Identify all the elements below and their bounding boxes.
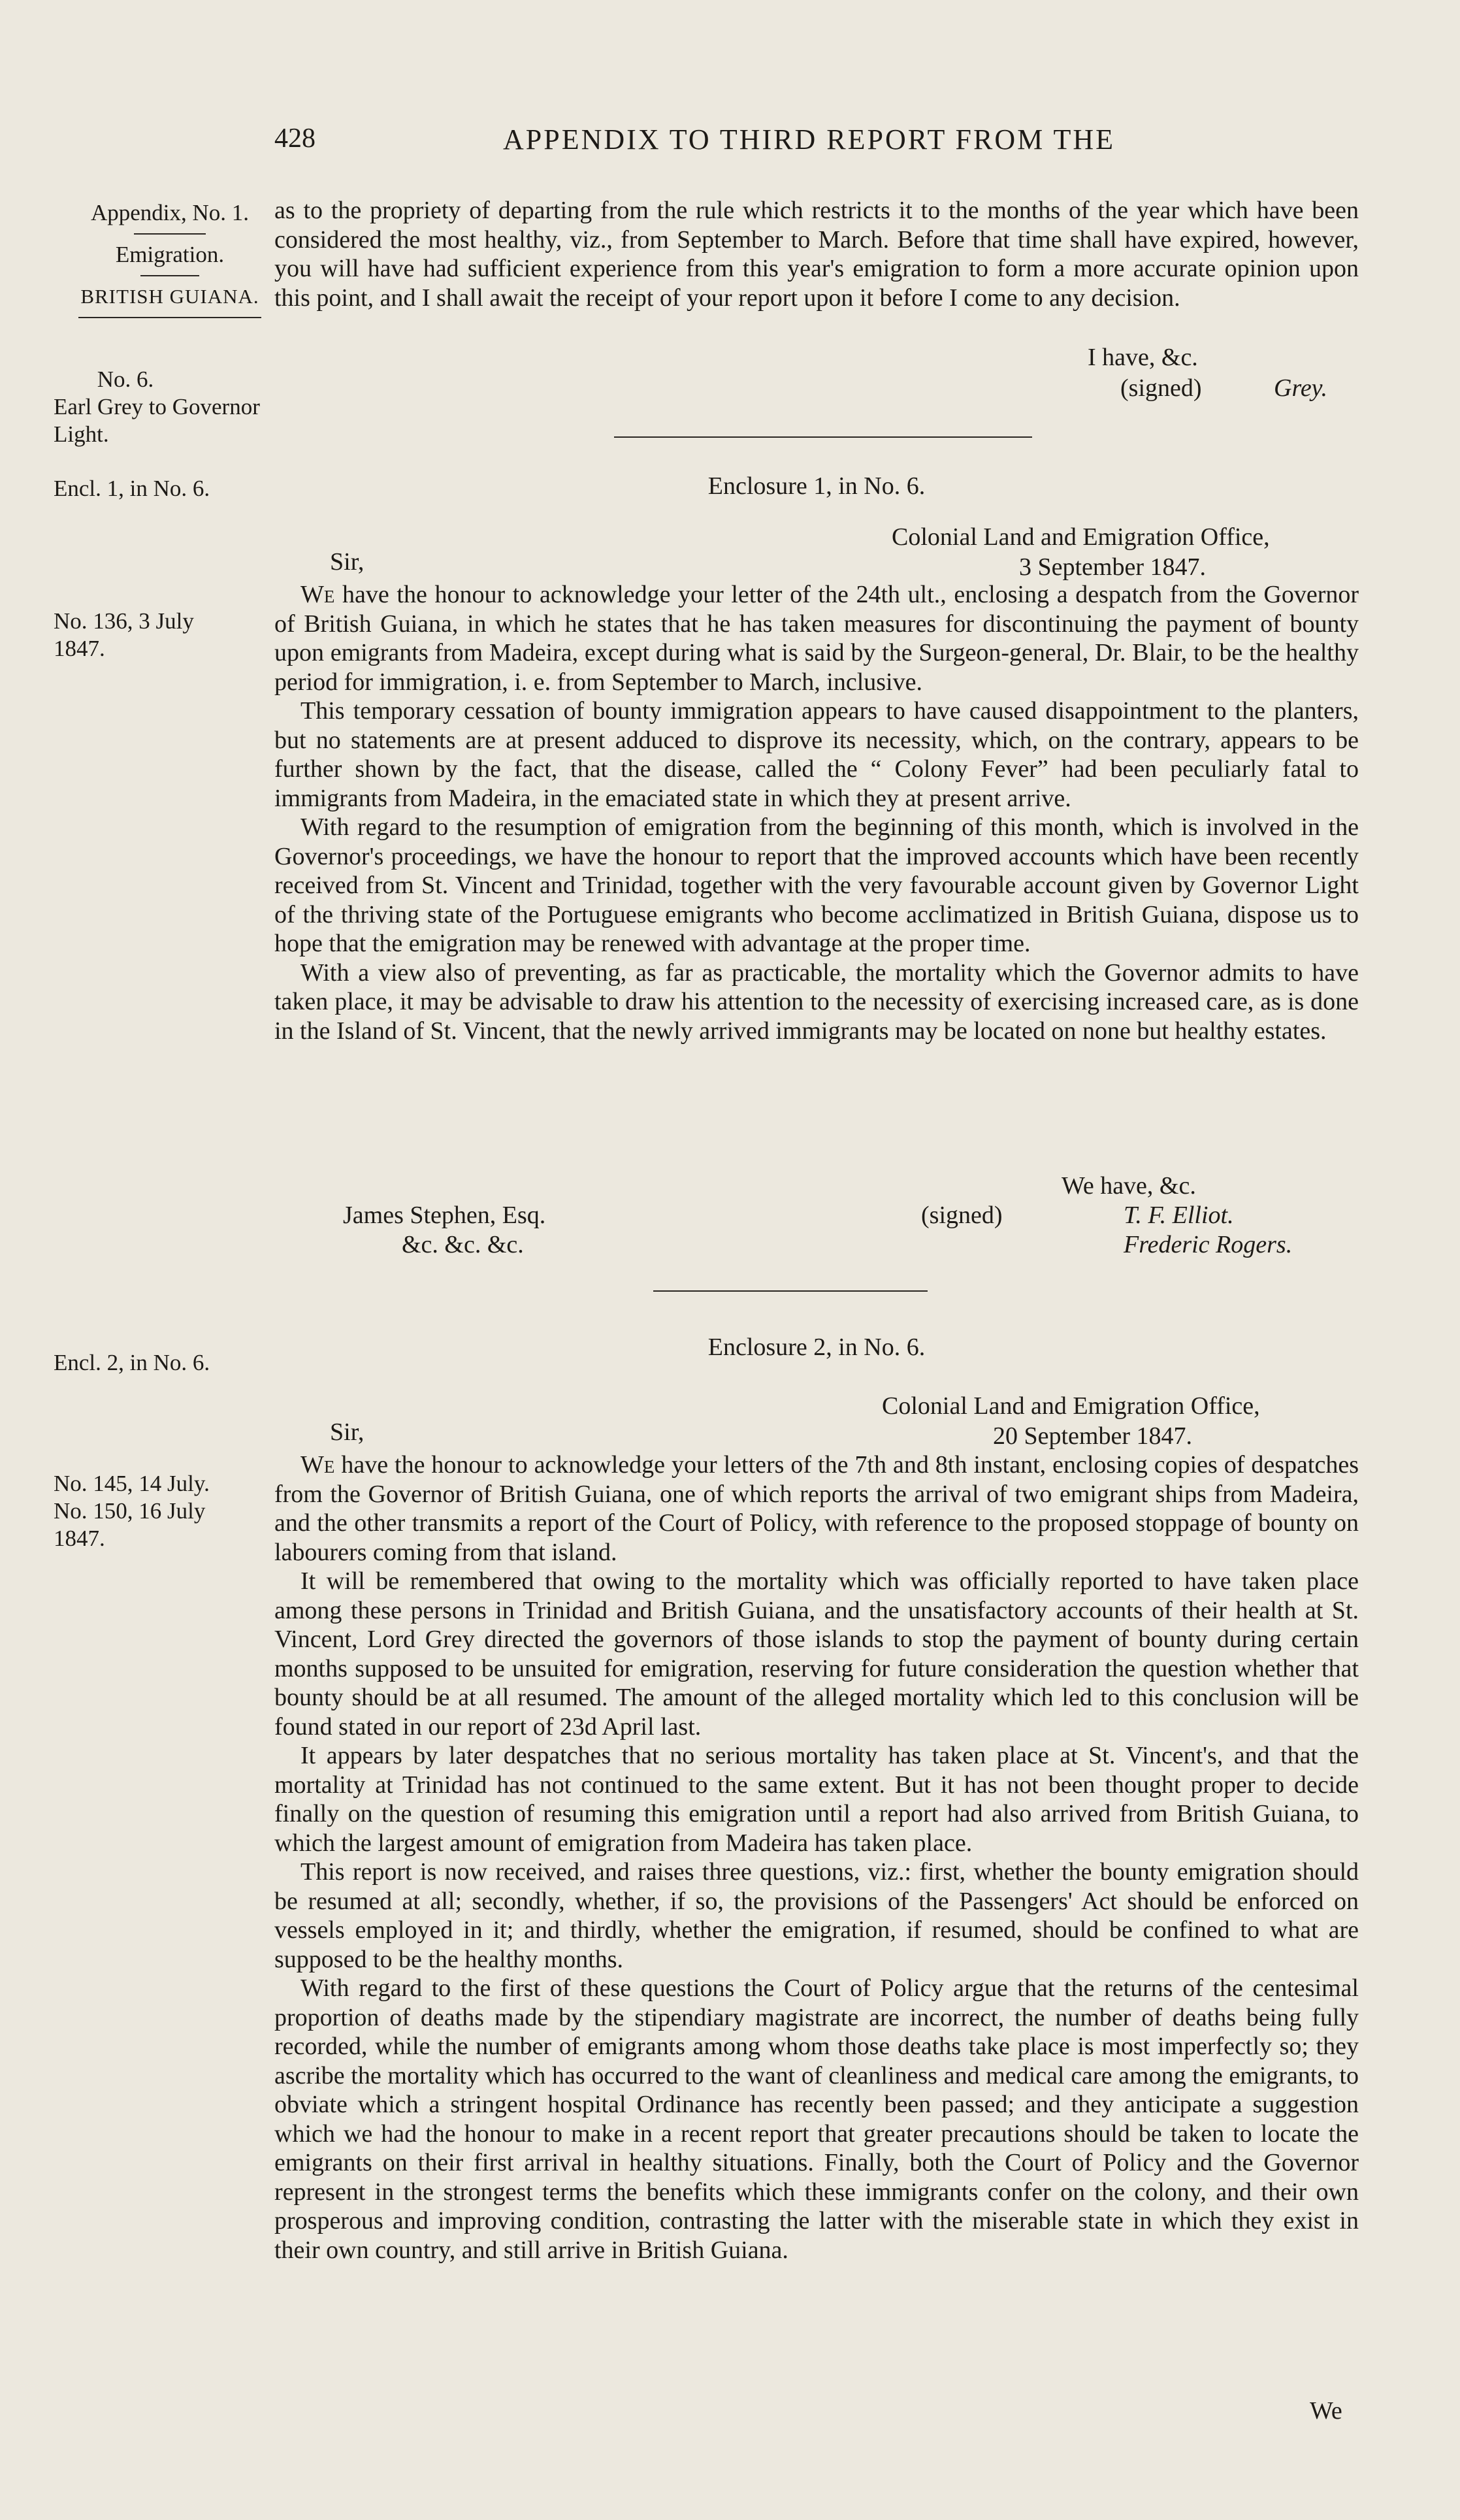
margin-encl2-ref2: No. 150, 16 July 1847. (54, 1498, 206, 1551)
encl1-addressee2: &c. &c. &c. (402, 1231, 524, 1258)
encl1-sig1: T. F. Elliot. (1124, 1202, 1234, 1229)
encl2-salutation: Sir, (330, 1418, 365, 1446)
encl1-title: Enclosure 1, in No. 6. (707, 472, 926, 500)
letter-close-signature: Grey. (1274, 374, 1327, 402)
encl1-date: 3 September 1847. (1019, 553, 1207, 581)
encl1-salutation: Sir, (330, 548, 365, 576)
margin-appendix: Appendix, No. 1. (90, 200, 250, 225)
margin-emigration: Emigration. (115, 242, 225, 267)
section-separator (653, 1290, 928, 1292)
margin-no6-desc: Earl Grey to Governor Light. (54, 394, 260, 447)
encl2-p5: With regard to the first of these questions the Court of Policy argue that the returns of the centesimal proportion of deaths made by the stipendiary magistrate are incorrect, the number of deaths being fully recorded, while the number of emigrants among whom those deaths take place is most imperfectly so; they ascribe the mortality which has occurred to the want of cleanliness and medical care among the emigrants, to obviate which a stringent hospital Ordinance has recently been passed; and they anticipate a suggestion which we had the honour to make in a recent report that greater precautions should be taken to locate the emigrants on their first arrival in healthy situations. Finally, both the Court of Policy and the Governor represent in the strongest terms the benefits which these immigrants confer on the colony, and their own prosperous and improving condition, contrasting the latter with the miserable state in which they exist in their own country, and still arrive in British Guiana. (274, 1974, 1359, 2264)
section-separator (614, 436, 1032, 438)
page-number: 428 (274, 123, 316, 154)
margin-encl1: Encl. 1, in No. 6. (54, 476, 210, 501)
encl2-p3: It appears by later despatches that no serious mortality has taken place at St. Vincent's, and that the mortality at Trinidad has not continued to the same extent. But it has not been thought proper to decide finally on the question of resuming this emigration until a report had also arrived from British Guiana, to which the largest amount of emigration from Madeira has taken place. (274, 1742, 1359, 1857)
encl1-addressee1: James Stephen, Esq. (343, 1202, 546, 1229)
encl1-signed: (signed) (921, 1202, 1003, 1229)
encl2-body (274, 1450, 1359, 2265)
encl2-p1: have the honour to acknowledge your letters of the 7th and 8th instant, enclosing copies of despatches from the Governor of British Guiana, one of which reports the arrival of two emigrant ships from Madeira, and the other transmits a report of the Court of Policy, with reference to the proposed stoppage of bounty on labourers coming from that island. (274, 1451, 1359, 1566)
encl2-date: 20 September 1847. (993, 1422, 1193, 1450)
margin-colony: BRITISH GUIANA. (80, 285, 259, 308)
encl1-p1: have the honour to acknowledge your letter of the 24th ult., enclosing a despatch from the Governor of British Guiana, in which he states that he has taken measures for discontinuing the payment of bounty upon emigrants from Madeira, except during what is said by the Surgeon-general, Dr. Blair, to be the healthy period for immigration, i. e. from September to March, inclusive. (274, 581, 1359, 696)
margin-encl1-ref: No. 136, 3 July 1847. (54, 608, 194, 661)
encl2-p2: It will be remembered that owing to the mortality which was officially reported to have taken place among these persons in Trinidad and British Guiana, and the unsatisfactory accounts of their health at St. Vincent, Lord Grey directed the governors of those islands to stop the payment of bounty during certain months supposed to be unsuited for emigration, reserving for future consideration the question whether that bounty should be at all resumed. The amount of the alleged mortality which led to this conclusion will be found stated in our report of 23d April last. (274, 1567, 1359, 1741)
catchword: We (1310, 2397, 1342, 2425)
encl2-we: We (300, 1451, 335, 1479)
letter-close-text (274, 196, 1359, 312)
encl1-office: Colonial Land and Emigration Office, (892, 523, 1270, 551)
margin-no6-block (54, 366, 269, 448)
encl1-we-have: We have, &c. (1062, 1172, 1196, 1200)
encl1-p3: With regard to the resumption of emigration from the beginning of this month, which is involved in the Governor's proceedings, we have the honour to report that the improved accounts which have been recently received from St. Vincent and Trinidad, together with the very favourable account given by Governor Light of the thriving state of the Portuguese emigrants who become acclimatized in British Guiana, dispose us to hope that the emigration may be renewed with advantage at the proper time. (274, 813, 1359, 957)
margin-section-label (46, 199, 294, 325)
encl1-p4: With a view also of preventing, as far as practicable, the mortality which the Governor admits to have taken place, it may be advisable to draw his attention to the necessity of exercising increased care, as is done in the Island of St. Vincent, that the newly arrived immigrants may be located on none but healthy estates. (274, 958, 1359, 1045)
letter-close-paragraph: as to the propriety of departing from the rule which restricts it to the months of the year which have been considered the most healthy, viz., from September to March. Before that time shall have expired, however, you will have had sufficient experience from this year's emigration to form a more accurate opinion upon this point, and I shall await the receipt of your report upon it before I come to any decision. (274, 197, 1359, 312)
encl1-we: We (300, 581, 335, 608)
encl1-body (274, 580, 1359, 1045)
letter-close-have: I have, &c. (1088, 344, 1198, 371)
encl2-title: Enclosure 2, in No. 6. (707, 1334, 926, 1361)
encl1-p2: This temporary cessation of bounty immigration appears to have caused disappointment to the planters, but no statements are at present adduced to disprove its necessity, which, on the contrary, appears to be further shown by the fact, that the disease, called the “ Colony Fever” had been peculiarly fatal to immigrants from Madeira, in the emaciated state in which they at present arrive. (274, 697, 1359, 812)
margin-rule (78, 317, 261, 318)
margin-no6: No. 6. (97, 367, 154, 392)
running-title: APPENDIX TO THIRD REPORT FROM THE (503, 123, 1115, 155)
margin-rule (140, 275, 199, 276)
margin-rule (134, 233, 206, 235)
letter-close-signed: (signed) (1120, 374, 1202, 402)
encl2-p4: This report is now received, and raises three questions, viz.: first, whether the bounty emigration should be resumed at all; secondly, whether, if so, the provisions of the Passengers' Act should be enforced on vessels employed in it; and thirdly, whether the emigration, if resumed, should be confined to what are supposed to be the healthy months. (274, 1858, 1359, 1973)
margin-encl2: Encl. 2, in No. 6. (54, 1350, 210, 1375)
margin-encl2-ref1: No. 145, 14 July. (54, 1471, 210, 1496)
encl1-sig2: Frederic Rogers. (1124, 1231, 1293, 1258)
margin-encl2-refs (54, 1470, 250, 1552)
encl2-office: Colonial Land and Emigration Office, (882, 1392, 1260, 1420)
